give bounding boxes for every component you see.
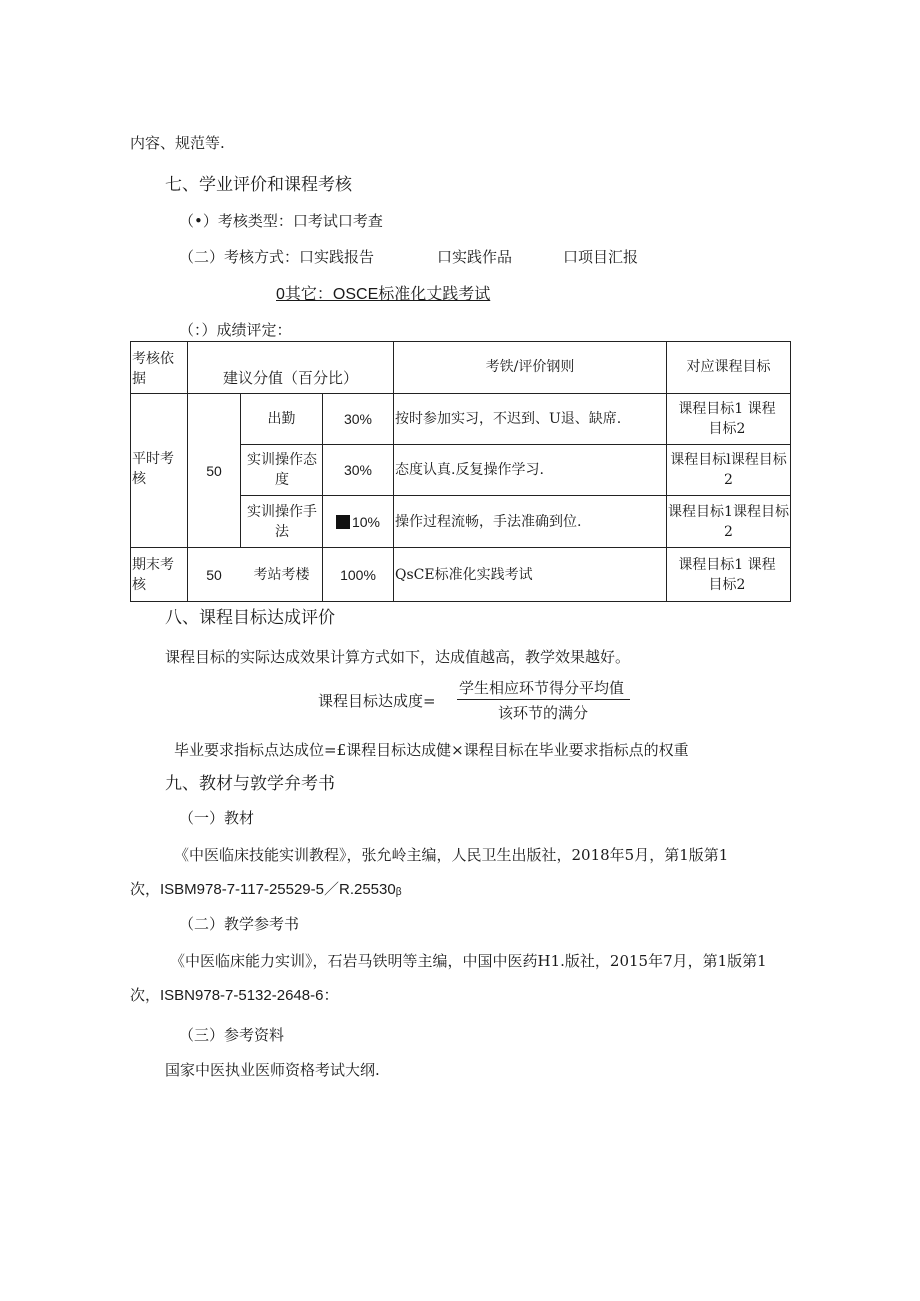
textbook-line1: 《中医临床技能实训教程》，张允岭主编，人民卫生出版社，2018年5月，第1版第1 bbox=[174, 846, 729, 864]
row-station-goal: 课程目标1 课程目标2 bbox=[678, 556, 776, 593]
assessment-method-label: （二）考核方式： bbox=[179, 248, 300, 266]
option-project-report: 口项目汇报 bbox=[563, 248, 639, 266]
header-rule: 考铁/评价钢则 bbox=[485, 359, 575, 375]
row-technique-goal: 课程目标1课程目标2 bbox=[668, 503, 789, 540]
textbook-subheading: （一）教材 bbox=[179, 809, 255, 827]
black-square-mark bbox=[336, 515, 350, 529]
grade-table bbox=[130, 341, 791, 602]
row-technique-item: 实训操作手法 bbox=[247, 503, 317, 540]
row-attitude-item: 实训操作态度 bbox=[247, 452, 317, 488]
header-goal: 对应课程目标 bbox=[686, 359, 771, 375]
row-attitude-goal: 课程目标l课程目标2 bbox=[670, 452, 787, 488]
section8-heading: 八、课程目标达成评价 bbox=[165, 608, 335, 628]
section8-paragraph: 课程目标的实际达成效果计算方式如下，达成值越高，教学效果越好。 bbox=[165, 648, 631, 666]
row-attendance-rule: 按时参加实习，不迟到、U退、缺席. bbox=[395, 411, 622, 427]
row-attitude-rule: 态度认真.反复操作学习. bbox=[395, 462, 544, 478]
group-usual-score: 50 bbox=[206, 462, 222, 479]
row-attendance-pct: 30% bbox=[343, 411, 373, 427]
formula-numerator: 学生相应环节得分平均值 bbox=[459, 679, 625, 697]
option-practice-work: 口实践作品 bbox=[437, 248, 513, 266]
reference-material-text: 国家中医执业医师资格考试大纲. bbox=[165, 1061, 380, 1079]
intro-tail-text: 内容、规范等. bbox=[130, 134, 225, 152]
row-technique-pct-cell bbox=[323, 496, 393, 547]
row-attendance-goal: 课程目标1 课程目标2 bbox=[678, 401, 776, 437]
header-value: 建议分值（百分比） bbox=[222, 370, 358, 387]
header-basis: 考核依据 bbox=[132, 351, 174, 387]
grade-evaluation-label: （：）成绩评定： bbox=[179, 321, 292, 339]
row-attendance-item: 出勤 bbox=[267, 411, 296, 427]
reference-book-line2: 次，ISBN978-7-5132-2648-6： bbox=[130, 987, 339, 1004]
reference-book-subheading: （二）教学参考书 bbox=[179, 915, 300, 933]
formula-denominator: 该环节的满分 bbox=[498, 704, 589, 722]
textbook-line2: 次，ISBM978-7-117-25529-5／R.25530ᵦ bbox=[130, 881, 402, 898]
section9-heading: 九、教材与敦学弁考书 bbox=[165, 774, 335, 794]
row-attitude-pct: 30% bbox=[343, 462, 373, 478]
group-final-name: 期末考核 bbox=[132, 556, 174, 593]
formula-graduation: 毕业要求指标点达成位=£课程目标达成健×课程目标在毕业要求指标点的权重 bbox=[174, 741, 689, 759]
group-usual-name: 平时考核 bbox=[132, 451, 174, 487]
row-station-rule: QsCE标准化实践考试 bbox=[395, 566, 533, 583]
section7-heading: 七、学业评价和课程考核 bbox=[165, 175, 352, 195]
row-station-item: 考站考楼 bbox=[253, 566, 310, 583]
row-technique-rule: 操作过程流畅，手法准确到位. bbox=[395, 513, 582, 530]
option-other: 0其它：OSCE标准化丈践考试 bbox=[276, 286, 491, 303]
reference-material-subheading: （三）参考资料 bbox=[179, 1026, 285, 1044]
reference-book-line1: 《中医临床能力实训》，石岩马铁明等主编，中国中医药H1.版社，2015年7月，第1版第1 bbox=[170, 952, 767, 970]
option-practice-report: 口实践报告 bbox=[299, 248, 375, 266]
formula-label: 课程目标达成度= bbox=[318, 692, 436, 710]
formula-fraction-bar bbox=[457, 699, 630, 700]
row-technique-pct: 10% bbox=[351, 513, 381, 530]
row-station-pct: 100% bbox=[340, 566, 376, 583]
group-final-score: 50 bbox=[206, 566, 222, 583]
assessment-type: （•）考核类型：口考试口考查 bbox=[179, 212, 383, 230]
